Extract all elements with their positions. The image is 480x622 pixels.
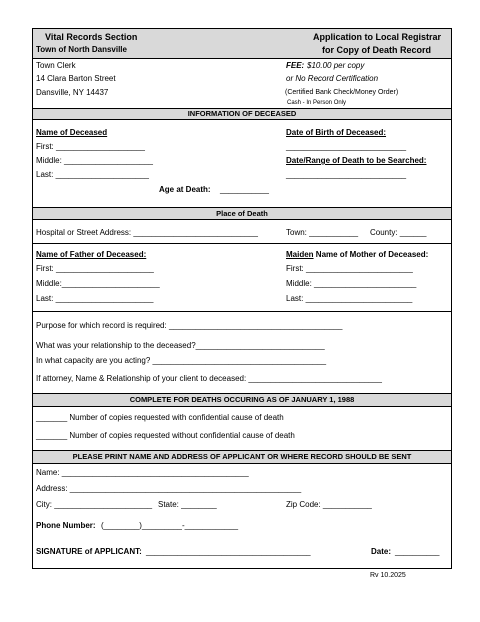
- father-middle-field[interactable]: Middle:______________________: [36, 279, 160, 288]
- copies-without-cause-field[interactable]: _______ Number of copies requested without confidential cause of death: [36, 431, 295, 440]
- dod-heading: Date/Range of Death to be Searched:: [286, 156, 427, 165]
- deceased-first-field[interactable]: First: ____________________: [36, 142, 145, 151]
- signature-label: SIGNATURE of APPLICANT:: [36, 547, 142, 556]
- address-line1: Town Clerk: [36, 61, 76, 70]
- deceased-last-field[interactable]: Last: _____________________: [36, 170, 149, 179]
- name-of-deceased-heading: Name of Deceased: [36, 128, 108, 137]
- copies-with-cause-field[interactable]: _______ Number of copies requested with confidential cause of death: [36, 413, 284, 422]
- applicant-state-field[interactable]: State: ________: [158, 500, 217, 509]
- dob-field[interactable]: ___________________________: [286, 142, 407, 151]
- mother-middle-field[interactable]: Middle: _______________________: [286, 279, 417, 288]
- section-header-deaths-1988: COMPLETE FOR DEATHS OCCURING AS OF JANUARY 1, 1988: [33, 393, 451, 407]
- phone-field[interactable]: (________)_________-____________: [101, 521, 239, 530]
- revision-label: Rv 10.2025: [370, 572, 406, 579]
- address-line3: Dansville, NY 14437: [36, 88, 109, 97]
- applicant-name-field[interactable]: Name: __________________________________________: [36, 468, 249, 477]
- applicant-address-field[interactable]: Address: ____________________________________________________: [36, 484, 302, 493]
- mother-heading: Maiden Name of Mother of Deceased:: [286, 250, 429, 259]
- hospital-address-field[interactable]: Hospital or Street Address: ____________________________: [36, 228, 258, 237]
- dod-field[interactable]: ___________________________: [286, 170, 407, 179]
- mother-first-field[interactable]: First: ________________________: [286, 264, 413, 273]
- mother-heading-rest: Name of Mother of Deceased:: [315, 250, 429, 259]
- applicant-city-field[interactable]: City: ______________________: [36, 500, 153, 509]
- relationship-field[interactable]: What was your relationship to the deceased?_____________________________: [36, 341, 325, 350]
- father-last-field[interactable]: Last: ______________________: [36, 294, 154, 303]
- capacity-field[interactable]: In what capacity are you acting? _______________________________________: [36, 356, 327, 365]
- section-header-information: INFORMATION OF DECEASED: [33, 108, 451, 120]
- section-header-place: Place of Death: [33, 207, 451, 220]
- fee-label: FEE:: [286, 61, 305, 70]
- date-label: Date:: [371, 547, 392, 556]
- fee-payment: (Certified Bank Check/Money Order): [285, 89, 399, 96]
- section-header-applicant: PLEASE PRINT NAME AND ADDRESS OF APPLICANT OR WHERE RECORD SHOULD BE SENT: [33, 450, 451, 464]
- divider: [33, 243, 451, 244]
- deceased-middle-field[interactable]: Middle: ____________________: [36, 156, 153, 165]
- dob-heading: Date of Birth of Deceased:: [286, 128, 387, 137]
- header-left-line2: Town of North Dansville: [36, 45, 127, 54]
- father-first-field[interactable]: First: ______________________: [36, 264, 154, 273]
- header-right-line2: for Copy of Death Record: [321, 45, 431, 55]
- signature-field[interactable]: _____________________________________: [146, 547, 311, 556]
- applicant-zip-field[interactable]: Zip Code: ___________: [286, 500, 372, 509]
- date-field[interactable]: __________: [395, 547, 440, 556]
- death-record-application-form: [32, 28, 452, 569]
- fee-note: or No Record Certification: [286, 74, 379, 83]
- town-field[interactable]: Town: ___________: [286, 228, 359, 237]
- address-line2: 14 Clara Barton Street: [36, 74, 116, 83]
- mother-last-field[interactable]: Last: ________________________: [286, 294, 413, 303]
- divider: [33, 311, 451, 312]
- age-at-death-field[interactable]: ___________: [220, 185, 269, 194]
- father-heading: Name of Father of Deceased:: [36, 250, 147, 259]
- fee-cash: Cash - In Person Only: [287, 100, 347, 106]
- fee-amount: $10.00 per copy: [307, 61, 365, 70]
- county-field[interactable]: County: ______: [370, 228, 427, 237]
- header-left-line1: Vital Records Section: [45, 32, 138, 42]
- header-right-line1: Application to Local Registrar: [312, 32, 441, 42]
- phone-label: Phone Number:: [36, 521, 96, 530]
- purpose-field[interactable]: Purpose for which record is required: _______________________________________: [36, 321, 343, 330]
- attorney-field[interactable]: If attorney, Name & Relationship of your client to deceased: ______________________________: [36, 374, 382, 383]
- age-at-death-label: Age at Death:: [159, 185, 211, 194]
